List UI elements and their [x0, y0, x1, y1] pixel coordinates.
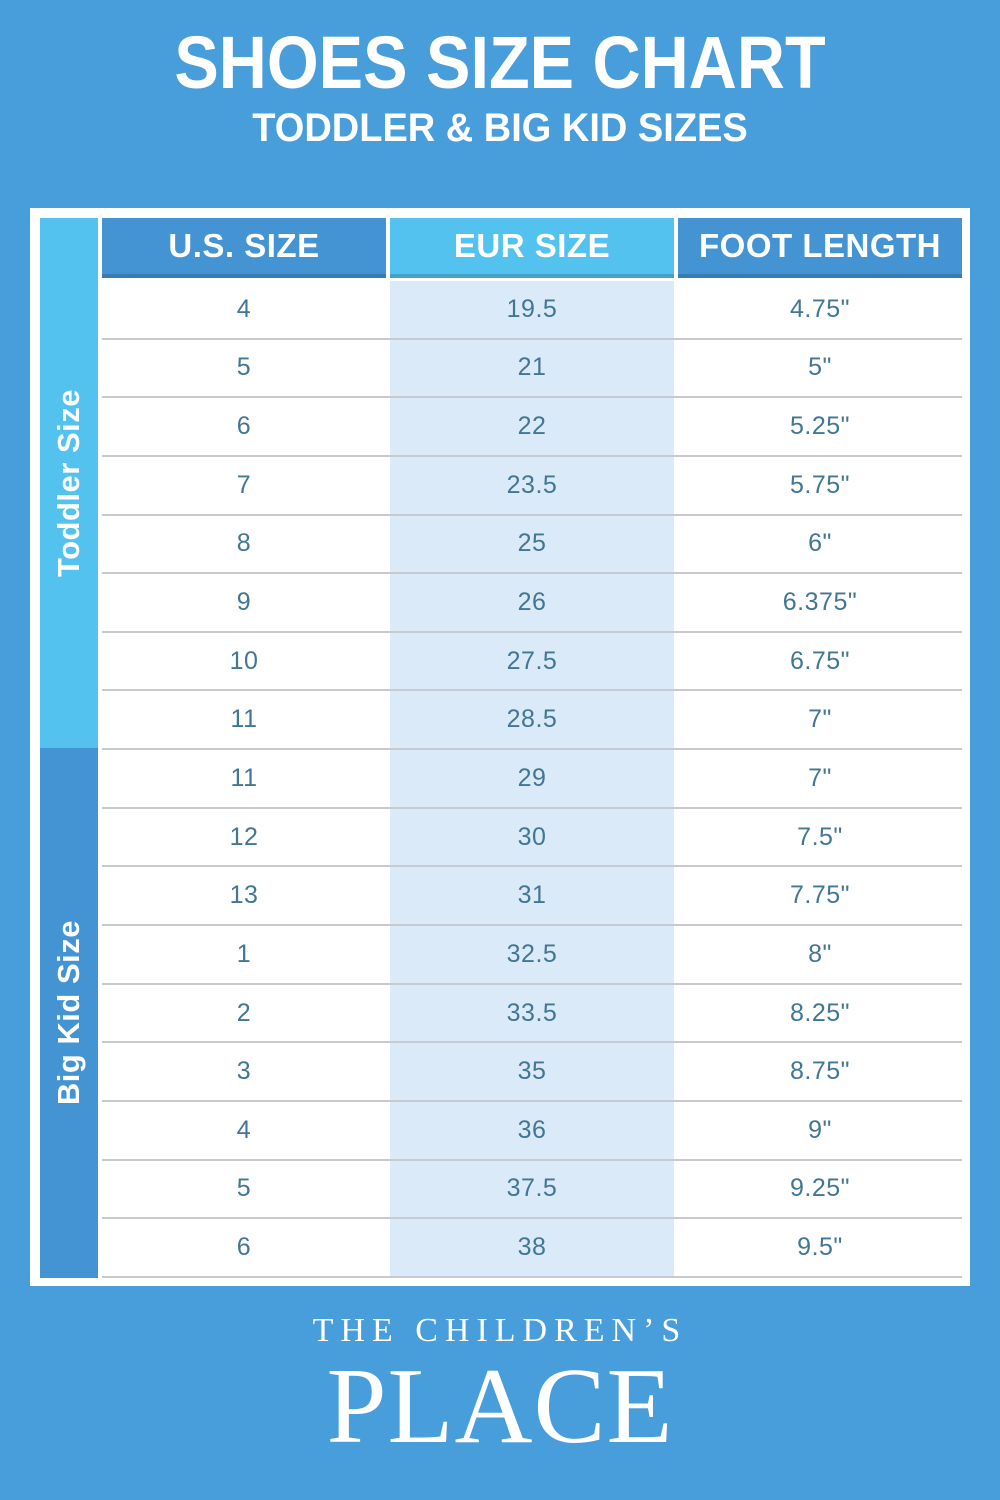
table-cell-foot: 9" — [808, 1115, 832, 1144]
title-block — [0, 0, 1000, 151]
table-row — [102, 1161, 962, 1220]
table-cell-eur: 33.5 — [390, 985, 674, 1042]
table-cell-foot: 7.75" — [789, 881, 851, 910]
table-cell-eur: 30 — [390, 809, 674, 866]
size-table — [102, 218, 962, 1278]
table-cell-us: 13 — [229, 881, 259, 910]
column-header-us-size: U.S. SIZE — [102, 218, 386, 278]
table-row — [102, 750, 962, 809]
column-header-eur-size: EUR SIZE — [390, 218, 674, 278]
table-header-row — [102, 218, 962, 278]
table-cell-us: 11 — [230, 705, 258, 734]
table-cell-foot: 6" — [808, 529, 832, 558]
table-cell-foot: 8.75" — [789, 1057, 851, 1086]
table-cell-foot: 7.5" — [797, 822, 843, 851]
table-cell-us: 4 — [236, 1115, 252, 1144]
table-cell-eur: 23.5 — [390, 457, 674, 514]
page-subtitle: TODDLER & BIG KID SIZES — [252, 106, 748, 151]
brand-wordmark-line2: PLACE — [326, 1347, 674, 1466]
table-cell-us: 9 — [236, 588, 252, 617]
table-cell-eur: 32.5 — [390, 926, 674, 983]
table-cell-eur: 21 — [390, 340, 674, 397]
table-cell-us: 10 — [229, 646, 259, 675]
page-title: SHOES SIZE CHART — [174, 21, 826, 104]
brand-wordmark-line1: THE CHILDREN’S — [312, 1312, 688, 1349]
table-cell-us: 5 — [236, 1174, 252, 1203]
table-row — [102, 516, 962, 575]
table-row — [102, 926, 962, 985]
table-cell-eur: 37.5 — [390, 1161, 674, 1218]
brand-wordmark — [0, 1312, 1000, 1466]
table-cell-eur: 19.5 — [390, 281, 674, 338]
table-cell-eur: 22 — [390, 398, 674, 455]
table-cell-eur: 26 — [390, 574, 674, 631]
table-cell-eur: 28.5 — [390, 691, 674, 748]
table-cell-us: 7 — [236, 470, 252, 499]
table-cell-foot: 9.5" — [797, 1233, 843, 1262]
table-cell-foot: 9.25" — [789, 1174, 851, 1203]
table-row — [102, 809, 962, 868]
table-row — [102, 574, 962, 633]
table-row — [102, 1219, 962, 1278]
table-cell-eur: 31 — [390, 867, 674, 924]
row-group-label-bigkid: Big Kid Size — [51, 920, 86, 1106]
table-row — [102, 457, 962, 516]
table-cell-us: 6 — [236, 1233, 252, 1262]
table-cell-eur: 27.5 — [390, 633, 674, 690]
table-row — [102, 985, 962, 1044]
table-cell-foot: 5" — [808, 353, 832, 382]
table-cell-us: 3 — [236, 1057, 252, 1086]
table-cell-us: 6 — [236, 412, 252, 441]
row-group-toddler — [40, 218, 98, 748]
table-cell-us: 12 — [229, 822, 259, 851]
table-cell-foot: 6.75" — [789, 646, 851, 675]
table-row — [102, 281, 962, 340]
table-cell-eur: 25 — [390, 516, 674, 573]
table-row — [102, 398, 962, 457]
table-cell-foot: 8" — [808, 939, 832, 968]
size-chart-sheet — [30, 208, 970, 1286]
table-cell-us: 4 — [236, 294, 252, 323]
row-group-label-toddler: Toddler Size — [51, 388, 86, 577]
table-row — [102, 691, 962, 750]
table-row — [102, 867, 962, 926]
table-cell-foot: 4.75" — [789, 294, 851, 323]
row-group-bigkid — [40, 748, 98, 1278]
column-header-foot-length: FOOT LENGTH — [678, 218, 962, 278]
table-cell-foot: 5.75" — [789, 470, 851, 499]
table-cell-us: 1 — [236, 939, 252, 968]
table-row — [102, 633, 962, 692]
table-row — [102, 340, 962, 399]
table-cell-us: 5 — [236, 353, 252, 382]
table-row — [102, 1102, 962, 1161]
table-cell-foot: 7" — [808, 763, 832, 792]
table-cell-eur: 29 — [390, 750, 674, 807]
table-cell-foot: 7" — [808, 705, 832, 734]
table-cell-eur: 38 — [390, 1219, 674, 1276]
table-cell-eur: 35 — [390, 1043, 674, 1100]
table-row — [102, 1043, 962, 1102]
table-cell-foot: 5.25" — [789, 412, 851, 441]
size-chart — [40, 218, 962, 1278]
table-cell-foot: 6.375" — [782, 588, 858, 617]
table-body — [102, 278, 962, 1278]
table-cell-us: 11 — [230, 763, 258, 792]
table-cell-us: 8 — [236, 529, 252, 558]
table-cell-eur: 36 — [390, 1102, 674, 1159]
row-group-label-column — [40, 218, 98, 1278]
table-cell-us: 2 — [236, 998, 252, 1027]
table-cell-foot: 8.25" — [789, 998, 851, 1027]
